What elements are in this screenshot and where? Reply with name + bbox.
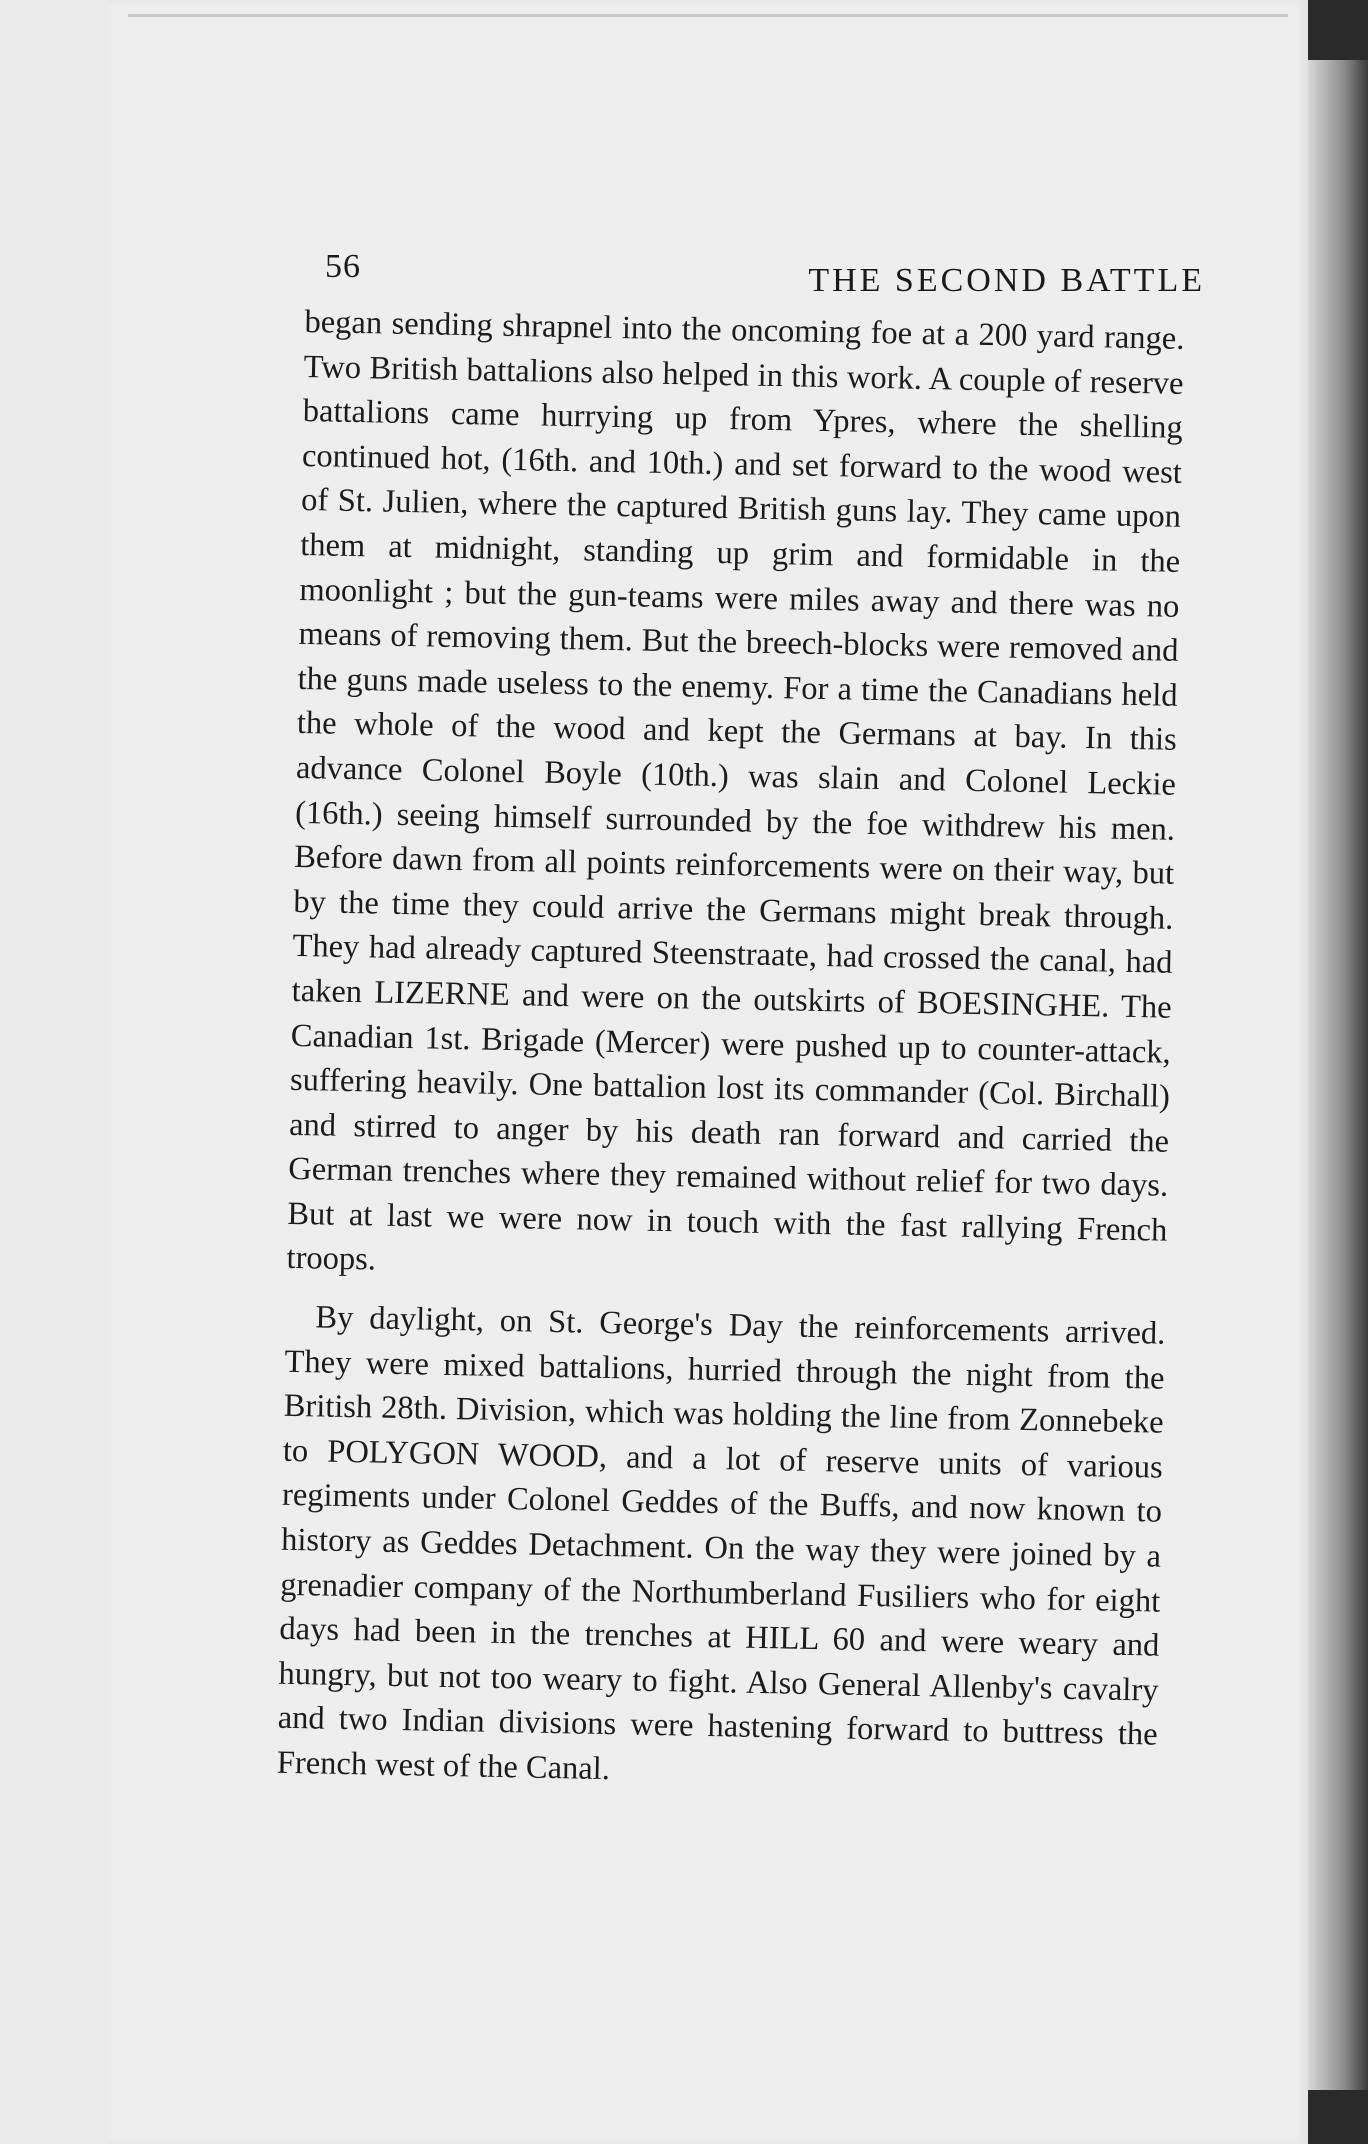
page-top-edge [128, 14, 1288, 17]
page-heading: THE SECOND BATTLE [808, 262, 1205, 299]
running-head [215, 248, 1205, 308]
scan-margin-left [0, 0, 108, 2144]
paragraph: began sending shrapnel into the oncoming foe at a 200 yard range. Two British battalions also helped in this work. A couple of reserve battalions came hurrying up from Ypres, where the shelling continued hot, (16th. and 10th.) and set forward to the wood west of St. Julien, where the captured British guns lay. They came upon them at midnight, standing up grim and formidable in the moonlight ; but the gun-teams were miles away and there was no means of removing them. But the breech-blocks were removed and the guns made useless to the enemy. For a time the Canadians held the whole of the wood and kept the Germans at bay. In this advance Colonel Boyle (10th.) was slain and Colonel Leckie (16th.) seeing himself surrounded by the foe withdrew his men. Before dawn from all points reinforcements were on their way, but by the time they could arrive the Germans might break through. They had already captured Steenstraate, had crossed the canal, had taken LIZERNE and were on the outskirts of BOESINGHE. The Canadian 1st. Brigade (Mercer) were pushed up to counter-attack, suffering heavily. One battalion lost its commander (Col. Birchall) and stirred to anger by his death ran forward and carried the German trenches where they remained without relief for two days. But at last we were now in touch with the fast rallying French troops. [286, 303, 1185, 1279]
page-right-edge [1308, 60, 1368, 2090]
paragraph: By daylight, on St. George's Day the reinforcements arrived. They were mixed battalions, hurried through the night from the British 28th. Division, which was holding the line from Zonnebeke to POLYGON WOOD, and a lot of reserve units of various regiments under Colonel Geddes of the Buffs, and now known to history as Geddes Detachment. On the way they were joined by a grenadier company of the Northumberland Fusiliers who for eight days had been in the trenches at HILL 60 and were weary and hungry, but not too weary to fight. Also General Allenby's cavalry and two Indian divisions were hastening forward to buttress the French west of the Canal. [276, 1299, 1166, 1788]
body-text [276, 300, 1184, 1802]
page-number: 56 [325, 248, 361, 285]
